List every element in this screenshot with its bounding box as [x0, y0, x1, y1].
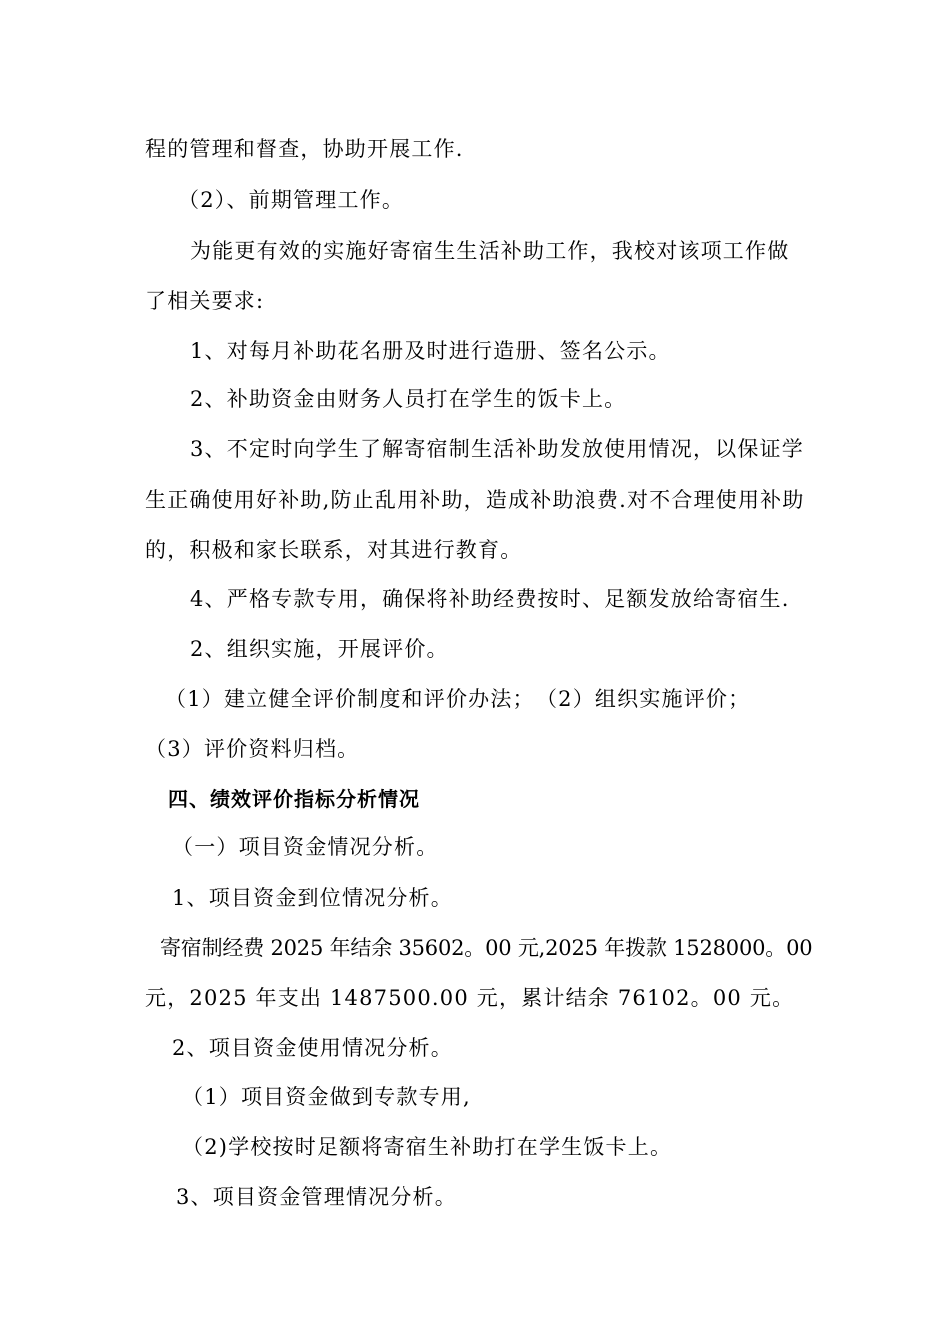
list-item: 2、组织实施，开展评价。 — [190, 637, 449, 661]
list-item: （3）评价资料归档。 — [145, 737, 360, 761]
list-item: 4、严格专款专用，确保将补助经费按时、足额发放给寄宿生. — [190, 587, 790, 611]
list-item: 2、补助资金由财务人员打在学生的饭卡上。 — [190, 387, 627, 411]
text-line: 了相关要求: — [145, 289, 265, 313]
text-line: 寄宿制经费 2025 年结余 35602。00 元,2025 年拨款 1528000。00 — [160, 936, 813, 960]
subsection-title: （一）项目资金情况分析。 — [172, 835, 439, 859]
list-item: 2、项目资金使用情况分析。 — [172, 1036, 453, 1060]
text-line: 程的管理和督查，协助开展工作. — [145, 137, 464, 161]
list-item: 1、项目资金到位情况分析。 — [172, 886, 453, 910]
list-item: （2)学校按时足额将寄宿生补助打在学生饭卡上。 — [182, 1135, 673, 1159]
list-item: 3、项目资金管理情况分析。 — [176, 1185, 457, 1209]
list-item: 3、不定时向学生了解寄宿制生活补助发放使用情况，以保证学 — [190, 437, 804, 461]
list-item: （1）建立健全评价制度和评价办法； （2）组织实施评价； — [165, 687, 751, 711]
text-line: 生正确使用好补助,防止乱用补助，造成补助浪费.对不合理使用补助 — [145, 488, 805, 512]
section-heading: 四、绩效评价指标分析情况 — [168, 787, 420, 811]
list-item: （1）项目资金做到专款专用, — [182, 1085, 471, 1109]
list-item: 1、对每月补助花名册及时进行造册、签名公示。 — [190, 339, 671, 363]
text-line: 元，2025 年支出 1487500.00 元，累计结余 76102。00 元。 — [145, 986, 795, 1010]
text-line: 的，积极和家长联系，对其进行教育。 — [145, 538, 523, 562]
subsection-title: （2）、前期管理工作。 — [178, 188, 405, 212]
text-line: 为能更有效的实施好寄宿生生活补助工作，我校对该项工作做 — [190, 239, 790, 263]
